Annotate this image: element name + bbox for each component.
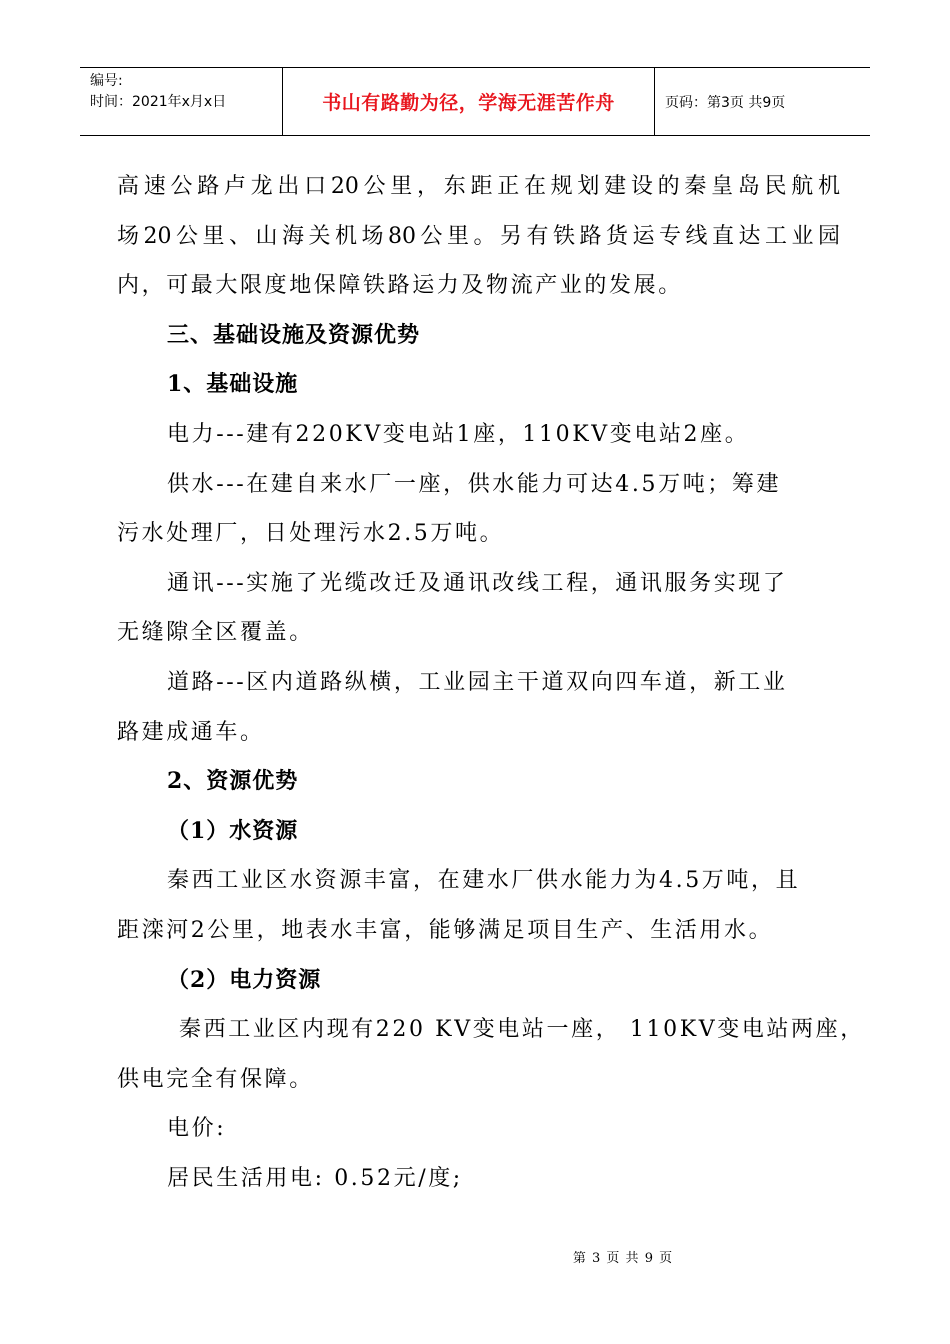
body-line: 电力---建有220KV变电站1座，110KV变电站2座。 bbox=[167, 421, 750, 447]
body-line: 供水---在建自来水厂一座，供水能力可达4.5万吨；筹建 bbox=[167, 471, 782, 497]
header-page-label: 页码：第3页 共9页 bbox=[665, 94, 786, 111]
document-body bbox=[117, 162, 865, 1203]
subsection-heading: 1、基础设施 bbox=[167, 371, 299, 398]
body-line: 污水处理厂，日处理污水2.5万吨。 bbox=[117, 521, 505, 547]
body-line: 场20公里、山海关机场80公里。另有铁路货运专线直达工业园 bbox=[117, 223, 840, 249]
body-line: 无缝隙全区覆盖。 bbox=[117, 620, 314, 646]
body-line: 高速公路卢龙出口20公里，东距正在规划建设的秦皇岛民航机 bbox=[117, 174, 840, 199]
subsection-heading: （1）水资源 bbox=[167, 817, 299, 844]
body-line: 秦西工业区内现有220 KV变电站一座， 110KV变电站两座， bbox=[179, 1017, 865, 1043]
header-meta bbox=[80, 68, 283, 135]
body-line: 道路---区内道路纵横，工业园主干道双向四车道，新工业 bbox=[167, 669, 788, 695]
subsection-heading: （2）电力资源 bbox=[167, 966, 322, 993]
document-time-label: 时间：2021年x月x日 bbox=[90, 94, 227, 110]
header-motto: 书山有路勤为径，学海无涯苦作舟 bbox=[283, 68, 655, 135]
document-number-label: 编号: bbox=[90, 73, 123, 89]
page-footer bbox=[0, 1247, 950, 1266]
section-heading: 三、基础设施及资源优势 bbox=[167, 321, 421, 348]
page-header bbox=[80, 67, 870, 136]
body-line: 秦西工业区水资源丰富，在建水厂供水能力为4.5万吨，且 bbox=[167, 868, 801, 894]
body-line: 距滦河2公里，地表水丰富，能够满足项目生产、生活用水。 bbox=[117, 917, 774, 943]
subsection-heading: 2、资源优势 bbox=[167, 768, 299, 795]
footer-page-number: 第 3 页 共 9 页 bbox=[572, 1251, 674, 1266]
body-line: 路建成通车。 bbox=[117, 719, 265, 745]
body-line: 内，可最大限度地保障铁路运力及物流产业的发展。 bbox=[117, 273, 683, 299]
body-line: 供电完全有保障。 bbox=[117, 1066, 314, 1092]
body-line: 居民生活用电: 0.52元/度; bbox=[167, 1165, 463, 1191]
body-line: 通讯---实施了光缆改迁及通讯改线工程，通讯服务实现了 bbox=[167, 570, 788, 596]
body-line: 电价: bbox=[167, 1116, 227, 1142]
